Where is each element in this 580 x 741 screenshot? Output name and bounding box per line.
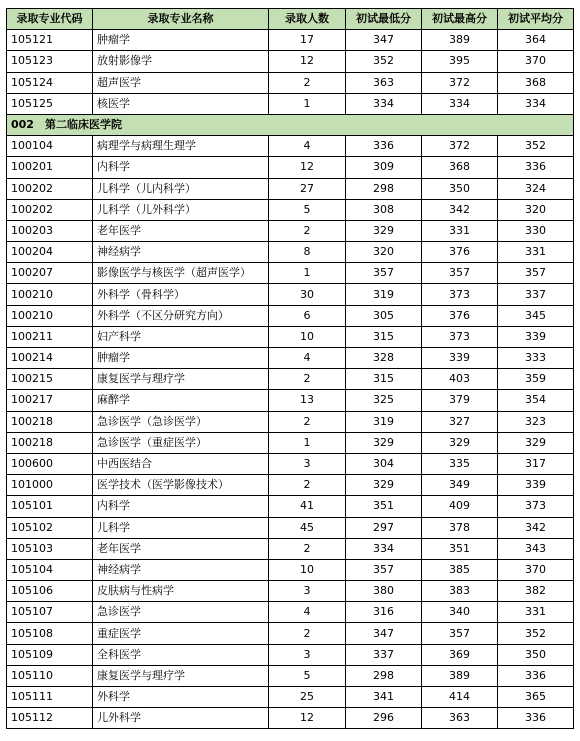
- cell-max-score: 351: [422, 538, 498, 559]
- cell-max-score: 363: [422, 708, 498, 729]
- cell-avg-score: 370: [498, 559, 574, 580]
- cell-max-score: 329: [422, 432, 498, 453]
- cell-max-score: 389: [422, 30, 498, 51]
- header-admitted-count: 录取人数: [269, 9, 346, 30]
- table-row: [7, 157, 574, 178]
- cell-max-score: 342: [422, 199, 498, 220]
- cell-max-score: 373: [422, 326, 498, 347]
- cell-major-name: 超声医学: [93, 72, 269, 93]
- cell-max-score: 385: [422, 559, 498, 580]
- section-row: [7, 114, 574, 135]
- cell-major-code: 105110: [7, 665, 93, 686]
- cell-avg-score: 333: [498, 348, 574, 369]
- cell-avg-score: 368: [498, 72, 574, 93]
- table-row: [7, 496, 574, 517]
- cell-avg-score: 330: [498, 220, 574, 241]
- table-header-row: [7, 9, 574, 30]
- cell-avg-score: 336: [498, 708, 574, 729]
- header-avg-score: 初试平均分: [498, 9, 574, 30]
- cell-min-score: 328: [346, 348, 422, 369]
- cell-admitted-count: 12: [269, 708, 346, 729]
- cell-max-score: 339: [422, 348, 498, 369]
- cell-major-code: 105103: [7, 538, 93, 559]
- cell-min-score: 351: [346, 496, 422, 517]
- cell-min-score: 296: [346, 708, 422, 729]
- cell-major-name: 老年医学: [93, 220, 269, 241]
- cell-major-code: 100207: [7, 263, 93, 284]
- cell-avg-score: 370: [498, 51, 574, 72]
- cell-admitted-count: 30: [269, 284, 346, 305]
- cell-min-score: 380: [346, 581, 422, 602]
- cell-major-name: 全科医学: [93, 644, 269, 665]
- cell-avg-score: 329: [498, 432, 574, 453]
- cell-avg-score: 339: [498, 475, 574, 496]
- cell-max-score: 327: [422, 411, 498, 432]
- cell-avg-score: 354: [498, 390, 574, 411]
- cell-avg-score: 317: [498, 453, 574, 474]
- cell-major-code: 100204: [7, 242, 93, 263]
- cell-major-code: 100211: [7, 326, 93, 347]
- cell-major-name: 医学技术（医学影像技术）: [93, 475, 269, 496]
- cell-major-code: 101000: [7, 475, 93, 496]
- cell-min-score: 309: [346, 157, 422, 178]
- cell-major-name: 中西医结合: [93, 453, 269, 474]
- cell-admitted-count: 17: [269, 30, 346, 51]
- cell-avg-score: 336: [498, 665, 574, 686]
- cell-max-score: 409: [422, 496, 498, 517]
- cell-major-name: 病理学与病理生理学: [93, 136, 269, 157]
- cell-major-code: 105108: [7, 623, 93, 644]
- table-row: [7, 517, 574, 538]
- cell-major-name: 急诊医学（重症医学）: [93, 432, 269, 453]
- cell-min-score: 315: [346, 326, 422, 347]
- cell-admitted-count: 5: [269, 199, 346, 220]
- cell-min-score: 334: [346, 93, 422, 114]
- cell-major-code: 100214: [7, 348, 93, 369]
- cell-admitted-count: 8: [269, 242, 346, 263]
- table-row: [7, 475, 574, 496]
- cell-admitted-count: 4: [269, 136, 346, 157]
- cell-major-code: 100218: [7, 411, 93, 432]
- cell-admitted-count: 6: [269, 305, 346, 326]
- cell-max-score: 389: [422, 665, 498, 686]
- cell-major-code: 105101: [7, 496, 93, 517]
- cell-major-code: 105121: [7, 30, 93, 51]
- cell-major-name: 内科学: [93, 496, 269, 517]
- cell-admitted-count: 3: [269, 644, 346, 665]
- cell-admitted-count: 2: [269, 369, 346, 390]
- cell-major-name: 外科学（不区分研究方向）: [93, 305, 269, 326]
- table-row: [7, 665, 574, 686]
- table-body-after: [7, 136, 574, 729]
- table-body-before: [7, 30, 574, 115]
- table-row: [7, 348, 574, 369]
- table-row: [7, 242, 574, 263]
- cell-avg-score: 320: [498, 199, 574, 220]
- cell-min-score: 347: [346, 30, 422, 51]
- cell-major-name: 外科学（骨科学）: [93, 284, 269, 305]
- cell-min-score: 298: [346, 178, 422, 199]
- cell-avg-score: 382: [498, 581, 574, 602]
- cell-min-score: 304: [346, 453, 422, 474]
- table-section: [7, 114, 574, 135]
- cell-avg-score: 350: [498, 644, 574, 665]
- cell-admitted-count: 4: [269, 348, 346, 369]
- table-row: [7, 453, 574, 474]
- cell-max-score: 395: [422, 51, 498, 72]
- cell-admitted-count: 12: [269, 157, 346, 178]
- cell-avg-score: 337: [498, 284, 574, 305]
- cell-max-score: 357: [422, 263, 498, 284]
- cell-admitted-count: 12: [269, 51, 346, 72]
- cell-major-name: 放射影像学: [93, 51, 269, 72]
- cell-major-name: 急诊医学（急诊医学）: [93, 411, 269, 432]
- cell-avg-score: 343: [498, 538, 574, 559]
- cell-avg-score: 336: [498, 157, 574, 178]
- cell-avg-score: 331: [498, 602, 574, 623]
- cell-avg-score: 365: [498, 687, 574, 708]
- cell-admitted-count: 25: [269, 687, 346, 708]
- cell-min-score: 337: [346, 644, 422, 665]
- table-row: [7, 199, 574, 220]
- table-row: [7, 602, 574, 623]
- cell-max-score: 379: [422, 390, 498, 411]
- cell-major-code: 100202: [7, 199, 93, 220]
- cell-admitted-count: 2: [269, 72, 346, 93]
- cell-major-name: 康复医学与理疗学: [93, 369, 269, 390]
- cell-major-name: 肿瘤学: [93, 30, 269, 51]
- cell-major-name: 麻醉学: [93, 390, 269, 411]
- cell-admitted-count: 45: [269, 517, 346, 538]
- cell-avg-score: 339: [498, 326, 574, 347]
- cell-avg-score: 357: [498, 263, 574, 284]
- cell-major-code: 100600: [7, 453, 93, 474]
- cell-min-score: 319: [346, 411, 422, 432]
- table-row: [7, 687, 574, 708]
- table-row: [7, 72, 574, 93]
- cell-major-code: 105104: [7, 559, 93, 580]
- table-row: [7, 559, 574, 580]
- cell-avg-score: 364: [498, 30, 574, 51]
- cell-admitted-count: 2: [269, 475, 346, 496]
- cell-major-code: 105123: [7, 51, 93, 72]
- cell-min-score: 320: [346, 242, 422, 263]
- cell-major-name: 神经病学: [93, 242, 269, 263]
- cell-min-score: 329: [346, 475, 422, 496]
- cell-admitted-count: 4: [269, 602, 346, 623]
- cell-min-score: 329: [346, 432, 422, 453]
- admission-table: [6, 8, 574, 729]
- cell-admitted-count: 10: [269, 326, 346, 347]
- cell-max-score: 340: [422, 602, 498, 623]
- cell-min-score: 352: [346, 51, 422, 72]
- cell-major-name: 重症医学: [93, 623, 269, 644]
- cell-avg-score: 373: [498, 496, 574, 517]
- cell-major-code: 105124: [7, 72, 93, 93]
- cell-avg-score: 331: [498, 242, 574, 263]
- cell-max-score: 335: [422, 453, 498, 474]
- table-row: [7, 178, 574, 199]
- table-row: [7, 51, 574, 72]
- cell-avg-score: 359: [498, 369, 574, 390]
- cell-major-name: 儿外科学: [93, 708, 269, 729]
- cell-max-score: 331: [422, 220, 498, 241]
- cell-major-code: 100201: [7, 157, 93, 178]
- cell-admitted-count: 1: [269, 93, 346, 114]
- cell-admitted-count: 2: [269, 220, 346, 241]
- cell-admitted-count: 13: [269, 390, 346, 411]
- cell-min-score: 329: [346, 220, 422, 241]
- cell-max-score: 373: [422, 284, 498, 305]
- cell-avg-score: 352: [498, 136, 574, 157]
- cell-min-score: 357: [346, 559, 422, 580]
- cell-min-score: 297: [346, 517, 422, 538]
- cell-major-code: 100104: [7, 136, 93, 157]
- cell-admitted-count: 1: [269, 263, 346, 284]
- table-row: [7, 263, 574, 284]
- cell-major-code: 100218: [7, 432, 93, 453]
- cell-max-score: 372: [422, 72, 498, 93]
- table-row: [7, 432, 574, 453]
- cell-admitted-count: 41: [269, 496, 346, 517]
- cell-major-code: 100210: [7, 305, 93, 326]
- section-title: 002 第二临床医学院: [7, 114, 574, 135]
- table-row: [7, 326, 574, 347]
- cell-min-score: 347: [346, 623, 422, 644]
- table-row: [7, 220, 574, 241]
- cell-max-score: 350: [422, 178, 498, 199]
- cell-major-name: 肿瘤学: [93, 348, 269, 369]
- table-row: [7, 390, 574, 411]
- cell-min-score: 315: [346, 369, 422, 390]
- cell-major-name: 内科学: [93, 157, 269, 178]
- cell-admitted-count: 1: [269, 432, 346, 453]
- cell-min-score: 363: [346, 72, 422, 93]
- cell-min-score: 319: [346, 284, 422, 305]
- table-row: [7, 93, 574, 114]
- cell-min-score: 357: [346, 263, 422, 284]
- cell-min-score: 341: [346, 687, 422, 708]
- cell-avg-score: 334: [498, 93, 574, 114]
- cell-major-code: 105107: [7, 602, 93, 623]
- cell-avg-score: 345: [498, 305, 574, 326]
- cell-admitted-count: 27: [269, 178, 346, 199]
- cell-max-score: 383: [422, 581, 498, 602]
- cell-admitted-count: 2: [269, 623, 346, 644]
- cell-admitted-count: 5: [269, 665, 346, 686]
- table-row: [7, 411, 574, 432]
- cell-min-score: 298: [346, 665, 422, 686]
- cell-major-name: 老年医学: [93, 538, 269, 559]
- cell-major-name: 外科学: [93, 687, 269, 708]
- cell-avg-score: 352: [498, 623, 574, 644]
- cell-major-code: 100203: [7, 220, 93, 241]
- cell-max-score: 378: [422, 517, 498, 538]
- header-major-name: 录取专业名称: [93, 9, 269, 30]
- header-max-score: 初试最高分: [422, 9, 498, 30]
- table-row: [7, 369, 574, 390]
- cell-max-score: 368: [422, 157, 498, 178]
- table-row: [7, 708, 574, 729]
- table-row: [7, 644, 574, 665]
- header-min-score: 初试最低分: [346, 9, 422, 30]
- cell-min-score: 308: [346, 199, 422, 220]
- table-row: [7, 284, 574, 305]
- cell-major-code: 105109: [7, 644, 93, 665]
- cell-admitted-count: 2: [269, 411, 346, 432]
- cell-avg-score: 342: [498, 517, 574, 538]
- header-major-code: 录取专业代码: [7, 9, 93, 30]
- table-row: [7, 136, 574, 157]
- cell-major-name: 影像医学与核医学（超声医学）: [93, 263, 269, 284]
- cell-major-code: 100210: [7, 284, 93, 305]
- table-row: [7, 623, 574, 644]
- cell-admitted-count: 3: [269, 453, 346, 474]
- cell-major-name: 儿科学: [93, 517, 269, 538]
- cell-min-score: 325: [346, 390, 422, 411]
- cell-major-name: 神经病学: [93, 559, 269, 580]
- cell-major-code: 105111: [7, 687, 93, 708]
- cell-major-code: 105106: [7, 581, 93, 602]
- cell-major-code: 105112: [7, 708, 93, 729]
- cell-min-score: 316: [346, 602, 422, 623]
- cell-max-score: 376: [422, 305, 498, 326]
- cell-min-score: 336: [346, 136, 422, 157]
- cell-max-score: 403: [422, 369, 498, 390]
- cell-major-code: 100215: [7, 369, 93, 390]
- cell-admitted-count: 10: [269, 559, 346, 580]
- cell-admitted-count: 2: [269, 538, 346, 559]
- cell-max-score: 372: [422, 136, 498, 157]
- table-row: [7, 305, 574, 326]
- table-row: [7, 581, 574, 602]
- table-row: [7, 538, 574, 559]
- cell-major-code: 105102: [7, 517, 93, 538]
- cell-major-name: 康复医学与理疗学: [93, 665, 269, 686]
- cell-major-name: 儿科学（儿内科学）: [93, 178, 269, 199]
- cell-max-score: 369: [422, 644, 498, 665]
- cell-major-code: 105125: [7, 93, 93, 114]
- cell-admitted-count: 3: [269, 581, 346, 602]
- cell-avg-score: 323: [498, 411, 574, 432]
- cell-avg-score: 324: [498, 178, 574, 199]
- cell-major-name: 急诊医学: [93, 602, 269, 623]
- cell-min-score: 334: [346, 538, 422, 559]
- cell-max-score: 414: [422, 687, 498, 708]
- cell-major-name: 妇产科学: [93, 326, 269, 347]
- cell-min-score: 305: [346, 305, 422, 326]
- cell-max-score: 349: [422, 475, 498, 496]
- table-row: [7, 30, 574, 51]
- cell-max-score: 376: [422, 242, 498, 263]
- cell-major-name: 核医学: [93, 93, 269, 114]
- cell-max-score: 334: [422, 93, 498, 114]
- cell-major-name: 皮肤病与性病学: [93, 581, 269, 602]
- cell-max-score: 357: [422, 623, 498, 644]
- cell-major-code: 100202: [7, 178, 93, 199]
- admission-table-container: [6, 8, 573, 729]
- cell-major-name: 儿科学（儿外科学）: [93, 199, 269, 220]
- cell-major-code: 100217: [7, 390, 93, 411]
